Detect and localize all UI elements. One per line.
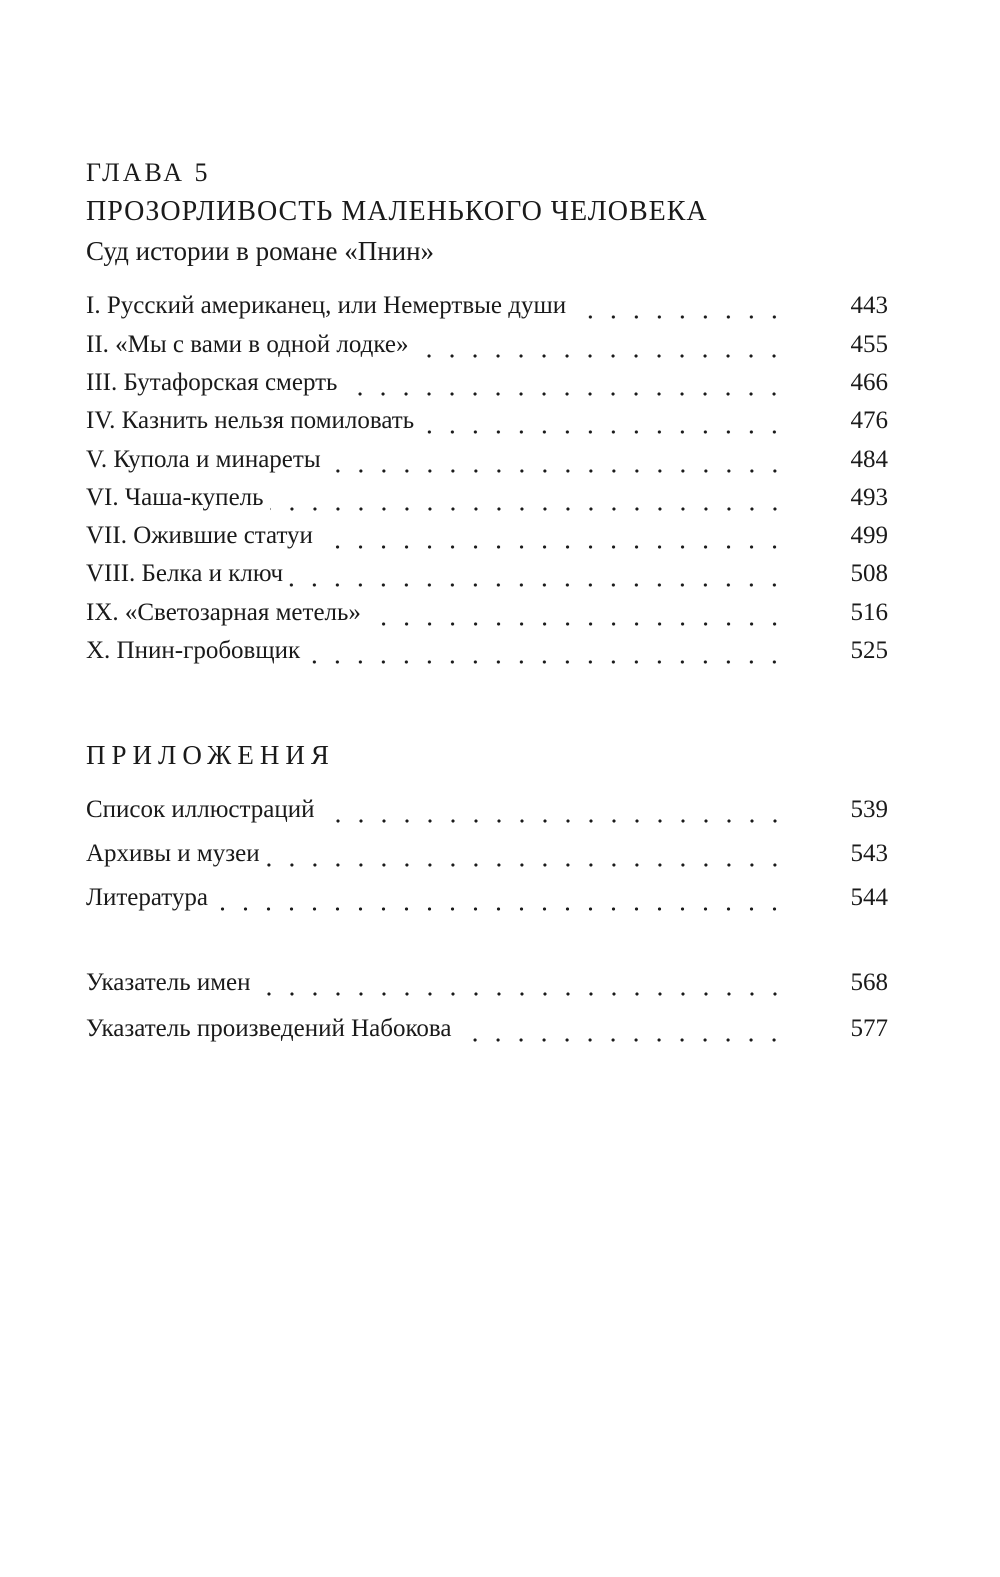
toc-entry: [86, 290, 888, 322]
toc-entry-title: Указатель произведений Набокова: [86, 1013, 457, 1045]
dot-leader: [306, 635, 786, 667]
dot-leader: [343, 367, 786, 399]
toc-entry-title: Литература: [86, 882, 214, 914]
toc-entry-page: 499: [850, 522, 888, 549]
toc-entry: [86, 838, 888, 870]
toc-entry: [86, 967, 888, 999]
dot-leader: [266, 838, 786, 870]
toc-entry: [86, 597, 888, 629]
toc-entry-title: Архивы и музеи: [86, 838, 266, 870]
toc-entry-title: Список иллюстраций: [86, 794, 321, 826]
toc-entry: [86, 520, 888, 552]
toc-entry-title: IX. «Светозарная метель»: [86, 597, 367, 629]
toc-entry: [86, 635, 888, 667]
dot-leader: [327, 444, 786, 476]
toc-entry-title: VI. Чаша-купель: [86, 482, 270, 514]
dot-leader: [457, 1013, 786, 1045]
dot-leader: [270, 482, 786, 514]
toc-entry-title: X. Пнин-гробовщик: [86, 635, 306, 667]
toc-entry-page: 568: [850, 969, 888, 996]
toc-entry-page: 443: [850, 292, 888, 319]
toc-entry: [86, 444, 888, 476]
toc-entry: [86, 405, 888, 437]
dot-leader: [319, 520, 786, 552]
appendices-heading: ПРИЛОЖЕНИЯ: [86, 740, 335, 770]
toc-entry-page: 484: [850, 446, 888, 473]
toc-entry-page: 543: [850, 840, 888, 867]
toc-entry-page: 544: [850, 884, 888, 911]
toc-entry-title: IV. Казнить нельзя помиловать: [86, 405, 420, 437]
toc-entry: [86, 482, 888, 514]
dot-leader: [257, 967, 786, 999]
toc-entry-page: 525: [850, 637, 888, 664]
toc-entry-page: 516: [850, 599, 888, 626]
toc-entry-page: 539: [850, 796, 888, 823]
toc-entry: [86, 1013, 888, 1045]
toc-entry-page: 577: [850, 1015, 888, 1042]
toc-entry-title: Указатель имен: [86, 967, 257, 999]
toc-entry-page: 493: [850, 484, 888, 511]
toc-entry-title: VII. Ожившие статуи: [86, 520, 319, 552]
chapter-label: ГЛАВА 5: [86, 158, 211, 187]
toc-entry-page: 466: [850, 369, 888, 396]
toc-entry-title: III. Бутафорская смерть: [86, 367, 343, 399]
dot-leader: [214, 882, 786, 914]
toc-entry: [86, 367, 888, 399]
toc-entry-title: V. Купола и минареты: [86, 444, 327, 476]
toc-entry: [86, 882, 888, 914]
toc-entry: [86, 329, 888, 361]
toc-entry-title: II. «Мы с вами в одной лодке»: [86, 329, 414, 361]
toc-entry: [86, 558, 888, 590]
dot-leader: [289, 558, 786, 590]
dot-leader: [572, 290, 786, 322]
toc-entry-page: 508: [850, 560, 888, 587]
chapter-subtitle: Суд истории в романе «Пнин»: [86, 236, 435, 266]
dot-leader: [420, 405, 786, 437]
dot-leader: [367, 597, 786, 629]
toc-entry-page: 455: [850, 331, 888, 358]
dot-leader: [414, 329, 786, 361]
chapter-title: ПРОЗОРЛИВОСТЬ МАЛЕНЬКОГО ЧЕЛОВЕКА: [86, 196, 708, 227]
toc-entry-page: 476: [850, 407, 888, 434]
toc-entry-title: VIII. Белка и ключ: [86, 558, 289, 590]
dot-leader: [321, 794, 787, 826]
toc-entry-title: I. Русский американец, или Немертвые души: [86, 290, 572, 322]
toc-entry: [86, 794, 888, 826]
